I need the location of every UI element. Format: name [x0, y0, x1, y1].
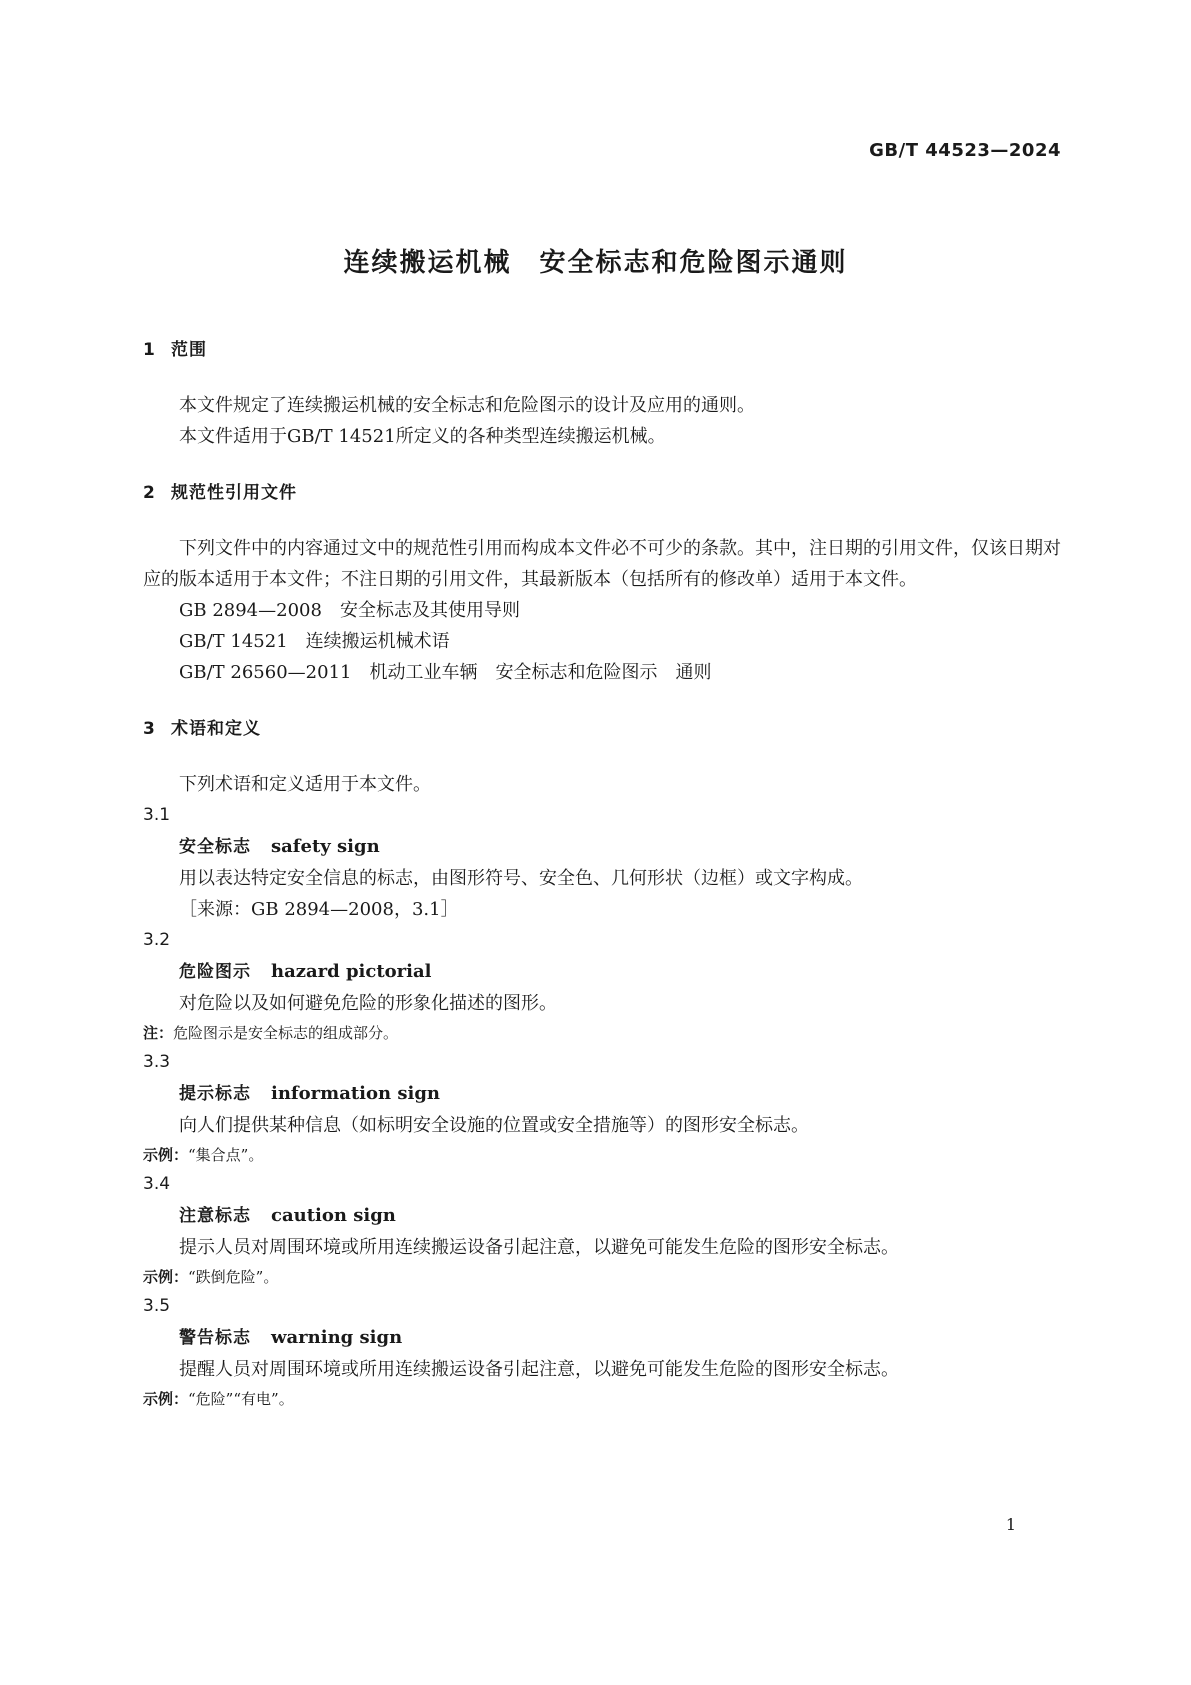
paragraph: 下列术语和定义适用于本文件。: [179, 774, 431, 795]
document-body: [143, 335, 1063, 1439]
paragraph: 本文件适用于GB/T 14521所定义的各种类型连续搬运机械。: [179, 426, 666, 447]
term-definition: 提醒人员对周围环境或所用连续搬运设备引起注意，以避免可能发生危险的图形安全标志。: [179, 1359, 899, 1380]
example-text: “跌倒危险”。: [188, 1268, 279, 1286]
paragraph: 本文件规定了连续搬运机械的安全标志和危险图示的设计及应用的通则。: [179, 395, 755, 416]
term-english: information sign: [271, 1083, 441, 1104]
term-example: [143, 1141, 1063, 1169]
example-label: 示例：: [143, 1268, 189, 1286]
term-english: caution sign: [271, 1205, 396, 1226]
section-heading: [143, 478, 1063, 509]
term-chinese: 警告标志: [179, 1328, 251, 1348]
term-heading: [143, 1200, 1063, 1232]
paragraph: 下列文件中的内容通过文中的规范性引用而构成本文件必不可少的条款。其中，注日期的引用文件，仅该日期对应的版本适用于本文件；不注日期的引用文件，其最新版本（包括所有的修改单）适用于本文件。: [143, 538, 1061, 590]
term-definition: 用以表达特定安全信息的标志，由图形符号、安全色、几何形状（边框）或文字构成。: [179, 868, 863, 889]
term-english: hazard pictorial: [271, 961, 432, 982]
note-label: 注：: [143, 1024, 174, 1042]
reference-item: GB 2894—2008 安全标志及其使用导则: [179, 600, 520, 621]
example-text: “集合点”。: [188, 1146, 264, 1164]
term-number: 3.1: [143, 805, 171, 825]
section-heading: [143, 714, 1063, 745]
term-definition: 向人们提供某种信息（如标明安全设施的位置或安全措施等）的图形安全标志。: [179, 1115, 809, 1136]
standard-code: GB/T 44523—2024: [869, 140, 1061, 161]
section-normative-references: [143, 478, 1063, 688]
term-source: ［来源：GB 2894—2008，3.1］: [179, 899, 459, 920]
term-note: [143, 1019, 1063, 1047]
section-heading: [143, 335, 1063, 366]
term-heading: [143, 1078, 1063, 1110]
term-example: [143, 1385, 1063, 1413]
section-scope: [143, 335, 1063, 452]
section-title: 规范性引用文件: [171, 483, 297, 503]
term-heading: [143, 1322, 1063, 1354]
section-title: 范围: [171, 340, 207, 360]
term-heading: [143, 831, 1063, 863]
term-chinese: 危险图示: [179, 962, 251, 982]
example-text: “危险”“有电”。: [188, 1390, 294, 1408]
term-number: 3.5: [143, 1296, 171, 1316]
term-chinese: 注意标志: [179, 1206, 251, 1226]
term-heading: [143, 956, 1063, 988]
page-number: 1: [1005, 1515, 1016, 1534]
example-label: 示例：: [143, 1146, 189, 1164]
example-label: 示例：: [143, 1390, 189, 1408]
term-number: 3.4: [143, 1174, 171, 1194]
document-title: 连续搬运机械 安全标志和危险图示通则: [343, 248, 848, 278]
term-english: warning sign: [271, 1327, 403, 1348]
section-number: 2: [143, 483, 156, 503]
note-text: 危险图示是安全标志的组成部分。: [173, 1024, 399, 1042]
reference-item: GB/T 14521 连续搬运机械术语: [179, 631, 450, 652]
section-number: 3: [143, 719, 156, 739]
term-example: [143, 1263, 1063, 1291]
section-title: 术语和定义: [171, 719, 261, 739]
term-definition: 对危险以及如何避免危险的形象化描述的图形。: [179, 993, 557, 1014]
term-definition: 提示人员对周围环境或所用连续搬运设备引起注意，以避免可能发生危险的图形安全标志。: [179, 1237, 899, 1258]
section-number: 1: [143, 340, 156, 360]
term-chinese: 安全标志: [179, 837, 251, 857]
reference-item: GB/T 26560—2011 机动工业车辆 安全标志和危险图示 通则: [179, 662, 712, 683]
term-number: 3.3: [143, 1052, 171, 1072]
section-terms: [143, 714, 1063, 1413]
term-chinese: 提示标志: [179, 1084, 251, 1104]
term-english: safety sign: [271, 836, 380, 857]
term-number: 3.2: [143, 930, 171, 950]
